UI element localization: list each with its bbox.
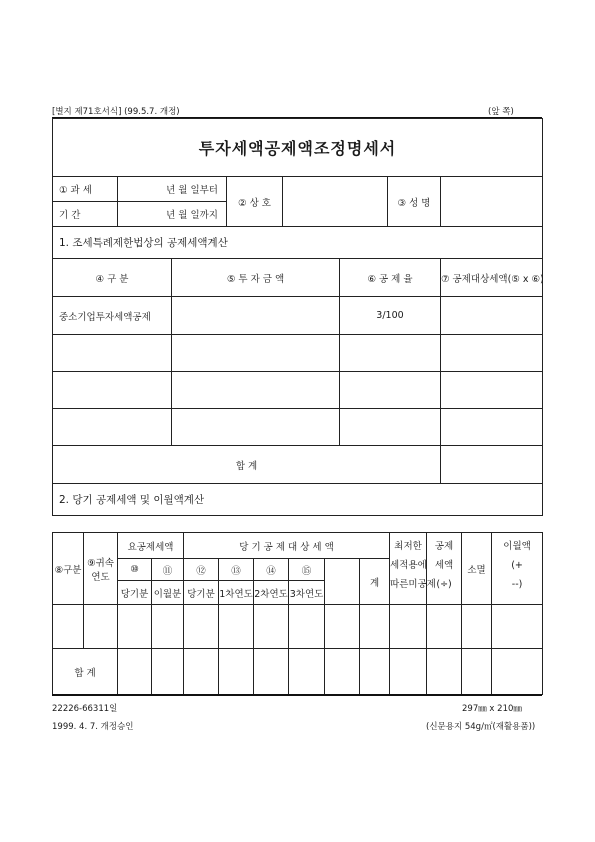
s1-cell[interactable] [53, 409, 172, 446]
s1-cell[interactable]: 중소기업투자세액공제 [53, 297, 172, 335]
s2-cell[interactable] [427, 605, 462, 649]
s2-group-current: 당 기 공 제 대 상 세 액 [184, 533, 390, 559]
section2-table [52, 532, 543, 695]
s1-cell[interactable] [172, 297, 340, 335]
s1-cell[interactable] [340, 409, 441, 446]
s2-col-carry-1: 이월액 [503, 541, 531, 552]
s2-cell[interactable] [360, 649, 390, 695]
table-row [53, 372, 543, 409]
company-label: ② 상 호 [227, 177, 283, 227]
s2-cell[interactable] [360, 605, 390, 649]
s2-col-year-1: ⑨귀속 [87, 557, 114, 569]
paper-spec: (신문용지 54g/㎡(재활용품)) [426, 722, 536, 732]
s2-cell[interactable] [325, 649, 360, 695]
s2-col-minimum-1: 최저한 [394, 541, 422, 552]
s2-num-10: ⑩ [118, 559, 152, 581]
approval-date: 1999. 4. 7. 개정승인 [52, 722, 134, 732]
s1-cell[interactable] [441, 297, 543, 335]
s2-col-carry-3: --) [511, 579, 523, 590]
s2-cell[interactable] [427, 649, 462, 695]
table-row [53, 297, 543, 335]
s2-cell[interactable] [462, 649, 492, 695]
s1-total-row [53, 446, 543, 484]
s2-col-expire: 소멸 [462, 533, 492, 605]
s1-col-deduction: ⑦ 공제대상세액(⑤ x ⑥) [441, 259, 543, 297]
s1-col-category: ④ 구 분 [53, 259, 172, 297]
s2-cell[interactable] [462, 605, 492, 649]
s1-cell[interactable] [441, 335, 543, 372]
s2-num-15: ⑮ [289, 559, 325, 581]
paper-size: 297㎜ x 210㎜ [462, 704, 522, 714]
s2-cell[interactable] [219, 649, 254, 695]
s2-cell[interactable] [118, 649, 152, 695]
form-number: [별지 제71호서식] (99.5.7. 개정) [52, 107, 180, 117]
table-row [53, 409, 543, 446]
s1-cell[interactable]: 3/100 [340, 297, 441, 335]
s2-cell[interactable] [254, 649, 289, 695]
form-title: 투자세액공제액조정명세서 [53, 119, 543, 177]
s2-cell[interactable] [254, 605, 289, 649]
name-label: ③ 성 명 [388, 177, 441, 227]
s2-num-11: ⑪ [152, 559, 184, 581]
s1-cell[interactable] [172, 335, 340, 372]
s2-col-year-2: 연도 [91, 571, 110, 583]
s1-cell[interactable] [172, 409, 340, 446]
s1-col-rate: ⑥ 공 제 율 [340, 259, 441, 297]
s2-col-year [84, 533, 118, 605]
s2-cell[interactable] [53, 605, 84, 649]
s1-cell[interactable] [53, 335, 172, 372]
form-code: 22226-66311일 [52, 704, 118, 714]
s1-cell[interactable] [340, 372, 441, 409]
s2-cell[interactable] [152, 605, 184, 649]
name-value[interactable] [441, 177, 543, 227]
s2-sub-total: 계 [360, 559, 390, 605]
s2-col-carry [492, 533, 543, 605]
form-table [52, 118, 543, 516]
table-row [53, 605, 543, 649]
s2-cell[interactable] [219, 605, 254, 649]
page-side-label: (앞 쪽) [488, 107, 514, 117]
period-from: 년 월 일부터 [118, 177, 227, 202]
s2-num-13: ⑬ [219, 559, 254, 581]
s2-col-carry-2: (+ [511, 560, 523, 571]
s2-cell[interactable] [152, 649, 184, 695]
s2-col-deduct [427, 533, 462, 605]
s2-cell[interactable] [492, 649, 543, 695]
s2-sub-label: 당기분 [184, 581, 219, 605]
s1-total-value[interactable] [441, 446, 543, 484]
s2-cell[interactable] [492, 605, 543, 649]
s2-cell[interactable] [390, 605, 427, 649]
s2-cell[interactable] [390, 649, 427, 695]
period-label-1: ① 과 세 [59, 185, 92, 196]
s1-cell[interactable] [172, 372, 340, 409]
s1-cell[interactable] [340, 335, 441, 372]
s2-sub-label: 3차연도 [289, 581, 325, 605]
s1-col-investment: ⑤ 투 자 금 액 [172, 259, 340, 297]
s2-cell[interactable] [289, 649, 325, 695]
period-label [53, 177, 118, 202]
s2-cell[interactable] [118, 605, 152, 649]
section1-heading: 1. 조세특례제한법상의 공제세액계산 [53, 227, 543, 259]
s2-sub-label: 2차연도 [254, 581, 289, 605]
s2-blank-16 [325, 559, 360, 605]
s2-col-deduct-1: 공제 [434, 541, 454, 552]
s2-col-minimum-2: 세적용에 [390, 560, 427, 571]
s2-cell[interactable] [325, 605, 360, 649]
period-label-2: 기 간 [53, 202, 118, 227]
s1-cell[interactable] [441, 409, 543, 446]
s2-cell[interactable] [289, 605, 325, 649]
s1-cell[interactable] [441, 372, 543, 409]
period-to: 년 월 일까지 [118, 202, 227, 227]
s2-num-12: ⑫ [184, 559, 219, 581]
s2-sub-label: 1차연도 [219, 581, 254, 605]
s2-cell[interactable] [184, 649, 219, 695]
s2-col-deduct-3: (÷) [436, 579, 452, 590]
s2-cell[interactable] [184, 605, 219, 649]
s2-col-minimum [390, 533, 436, 605]
s2-cell[interactable] [84, 605, 118, 649]
s2-col-deduct-2: 세액 [434, 560, 454, 571]
company-value[interactable] [283, 177, 388, 227]
s2-col-gubun: ⑧구분 [53, 533, 84, 605]
bottom-rule [52, 694, 542, 696]
s2-total-row [53, 649, 543, 695]
s2-sub-label: 이월분 [152, 581, 184, 605]
table-row [53, 335, 543, 372]
s2-total-label: 합 계 [53, 649, 118, 695]
section2-heading: 2. 당기 공제세액 및 이월액계산 [53, 484, 543, 516]
s2-num-14: ⑭ [254, 559, 289, 581]
s2-col-minimum-3: 따른미공제 [390, 579, 436, 590]
s1-cell[interactable] [53, 372, 172, 409]
s1-total-label: 합 계 [53, 446, 441, 484]
s2-group-required: 요공제세액 [118, 533, 184, 559]
s2-sub-label: 당기분 [118, 581, 152, 605]
